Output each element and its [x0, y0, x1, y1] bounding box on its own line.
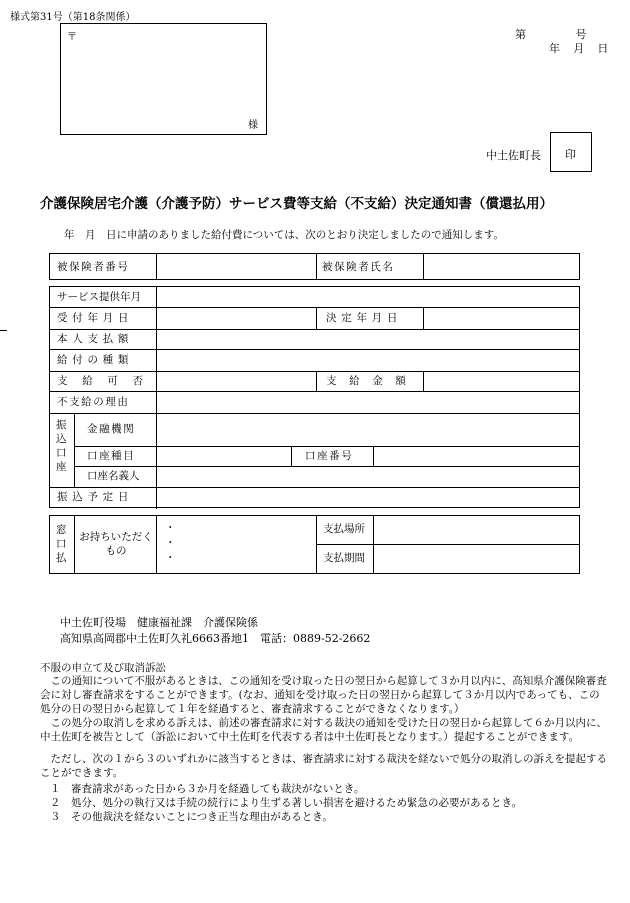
appeal-item-2: ２ 処分、処分の執行又は手続の続行により生ずる著しい損害を避けるため緊急の必要があるとき。	[50, 797, 523, 809]
seal-label: 印	[565, 148, 576, 161]
document-title: 介護保険居宅介護（介護予防）サービス費等支給（不支給）決定通知書（償還払用）	[40, 196, 553, 212]
contact-office: 中土佐町役場 健康福祉課 介護保険係	[60, 616, 258, 629]
appeal-paragraph-1: この通知について不服があるときは、この通知を受け取った日の翌日から起算して３か月以内に、高知県介護保険審査会に対し審査請求をすることができます。(なお、通知を受け取った日の翌日から起算して３か月以内であっても、この処分の日の翌日から起算して１年を経過すると、審査請求することができなくなります。）	[40, 675, 607, 715]
account-holder-label: 口座名義人	[87, 470, 140, 482]
insured-name-label: 被保険者氏名	[322, 261, 395, 273]
bullet-3: ・	[165, 552, 176, 564]
bank-label: 金融機関	[87, 423, 136, 435]
self-payment-label: 本人支払額	[57, 333, 134, 345]
items-to-bring-label: お持ちいただくもの	[79, 531, 153, 557]
non-payment-reason-label: 不支給の理由	[57, 396, 130, 408]
contact-address: 高知県高岡郡中土佐町久礼6663番地1 電話：0889-52-2662	[60, 632, 371, 645]
appeal-item-1: １ 審査請求があった日から３か月を経過しても裁決がないとき。	[50, 783, 365, 795]
address-box	[60, 23, 267, 135]
payment-status-label: 支給可否	[57, 375, 158, 387]
receipt-date-label: 受付年月日	[57, 312, 134, 324]
decision-date-label: 決定年月日	[326, 312, 403, 324]
insured-number-label: 被保険者番号	[57, 261, 130, 273]
account-type-label: 口座種目	[87, 450, 136, 462]
appeal-paragraph-2: この処分の取消しを求める訴えは、前述の審査請求に対する裁決の通知を受けた日の翌日から起算して６か月以内に、中土佐町を被告として（訴訟において中土佐町を代表する者は中土佐町長となります。）提起することができます。	[40, 717, 607, 743]
benefit-type-label: 給付の種類	[57, 354, 134, 366]
intro-text: 年 月 日に申請のありました給付費については、次のとおり決定しましたので通知します。	[64, 229, 504, 241]
form-number: 様式第31号（第18条関係）	[10, 12, 136, 23]
appeal-paragraph-3: ただし、次の１から３のいずれかに該当するときは、審査請求に対する裁決を経ないで処分の取消しの訴えを提起することができます。	[40, 753, 607, 779]
bullet-2: ・	[165, 537, 176, 549]
seal-box	[550, 132, 592, 172]
bullet-1: ・	[165, 522, 176, 534]
payment-period-label: 支払期間	[323, 552, 365, 564]
service-month-label: サービス提供年月	[57, 291, 141, 303]
postal-mark: 〒	[67, 32, 77, 43]
mayor-title: 中土佐町長	[486, 149, 541, 162]
margin-mark	[0, 330, 7, 331]
appeal-heading: 不服の申立て及び取消訴訟	[40, 662, 166, 674]
window-payment-label: 窓口払	[56, 524, 67, 564]
transfer-date-label: 振込予定日	[57, 491, 134, 503]
document-date: 年 月 日	[549, 42, 610, 55]
transfer-account-label: 振込口座	[56, 419, 67, 473]
account-number-label: 口座番号	[305, 450, 354, 462]
document-number: 第 号	[515, 28, 588, 41]
payment-place-label: 支払場所	[323, 523, 365, 535]
payment-amount-label: 支給金額	[326, 375, 419, 387]
honorific: 様	[248, 120, 258, 131]
appeal-item-3: ３ その他裁決を経ないことにつき正当な理由があるとき。	[50, 811, 333, 823]
